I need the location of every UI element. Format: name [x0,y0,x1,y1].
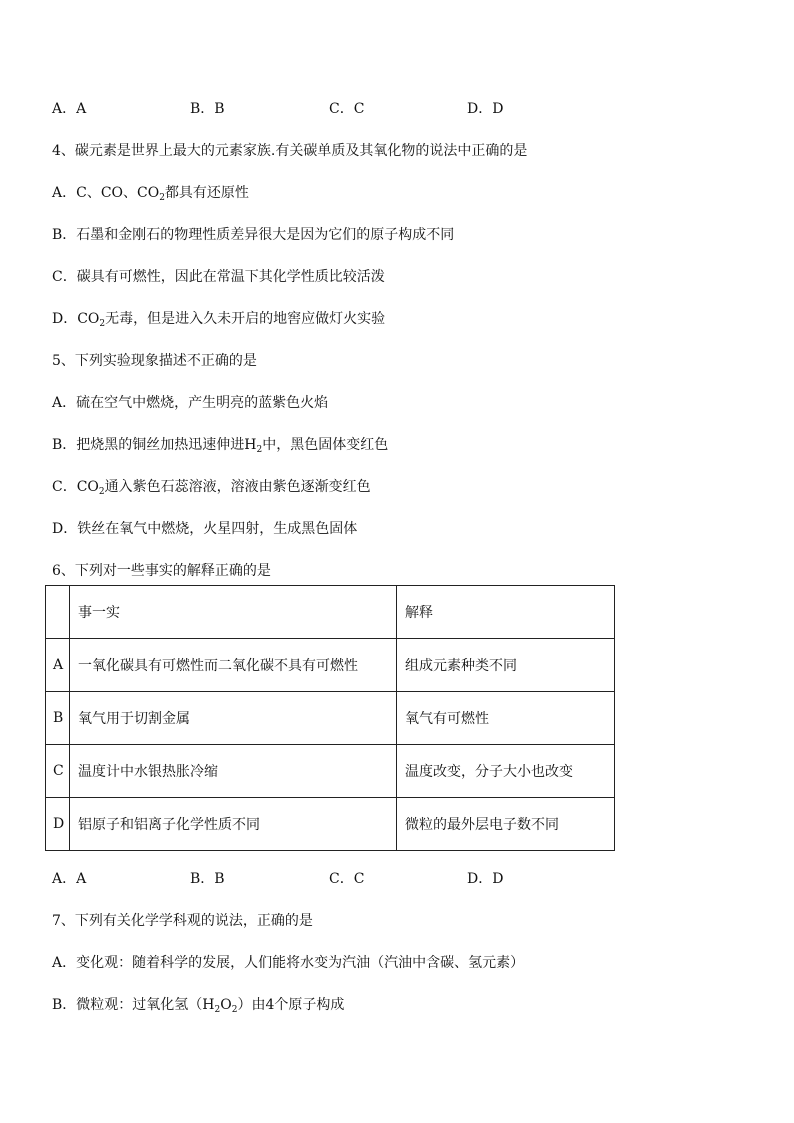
q4-option-c[interactable]: C．碳具有可燃性，因此在常温下其化学性质比较活泼 [52,269,385,285]
subscript: 2 [214,1005,221,1015]
q6-option-a[interactable]: A．A [52,871,87,887]
row-explanation: 氧气有可燃性 [397,692,615,745]
q3-option-a[interactable]: A．A [52,101,87,117]
q5-option-c[interactable] [52,477,371,497]
q5-option-a[interactable]: A．硫在空气中燃烧，产生明亮的蓝紫色火焰 [52,395,329,411]
table-row [46,745,615,798]
row-label: B [46,692,70,745]
q4-option-d-tail: 无毒，但是进入久未开启的地窖应做灯火实验 [105,311,386,327]
table-row [46,639,615,692]
q4-option-a-tail: 都具有还原性 [164,185,249,201]
subscript: 2 [98,487,105,497]
q7-stem: 7、下列有关化学学科观的说法，正确的是 [52,913,313,929]
q4-option-a[interactable] [52,183,249,203]
q4-option-b[interactable]: B．石墨和金刚石的物理性质差异很大是因为它们的原子构成不同 [52,227,455,243]
q5-option-b[interactable] [52,435,388,455]
q3-option-d[interactable]: D．D [467,101,504,117]
q5-stem: 5、下列实验现象描述不正确的是 [52,353,257,369]
q6-stem: 6、下列对一些事实的解释正确的是 [52,563,271,579]
q3-option-c[interactable]: C．C [329,101,365,117]
q5-option-d[interactable]: D．铁丝在氧气中燃烧，火星四射，生成黑色固体 [52,521,358,537]
subscript: 2 [99,319,106,329]
table-header-explanation: 解释 [397,586,615,639]
row-label: D [46,798,70,851]
q3-option-b[interactable]: B．B [190,101,225,117]
q3-options [52,99,652,119]
table-header-fact: 事一实 [70,586,397,639]
q5-option-c-tail: 通入紫色石蕊溶液，溶液由紫色逐渐变红色 [104,479,371,495]
row-fact: 铝原子和铝离子化学性质不同 [70,798,397,851]
subscript: 2 [256,445,263,455]
q7-option-b-mid: O [220,997,232,1013]
q5-option-b-tail: 中，黑色固体变红色 [262,437,389,453]
row-fact: 温度计中水银热胀冷缩 [70,745,397,798]
q6-option-b[interactable]: B．B [190,871,225,887]
row-label: C [46,745,70,798]
table-row [46,692,615,745]
subscript: 2 [231,1005,238,1015]
row-label: A [46,639,70,692]
facts-table [45,585,615,851]
q4-option-a-text: A．C、CO、CO [52,185,160,201]
table-header-cell [46,586,70,639]
q5-option-c-text: C．CO [52,479,99,495]
q6-option-d[interactable]: D．D [467,871,504,887]
row-explanation: 微粒的最外层电子数不同 [397,798,615,851]
table-row [46,798,615,851]
table-header-row [46,586,615,639]
row-fact: 氧气用于切割金属 [70,692,397,745]
row-explanation: 温度改变，分子大小也改变 [397,745,615,798]
q5-option-b-text: B．把烧黑的铜丝加热迅速伸进H [52,437,257,453]
subscript: 2 [159,193,165,203]
q4-option-d[interactable] [52,309,385,329]
q7-option-a[interactable]: A．变化观：随着科学的发展，人们能将水变为汽油（汽油中含碳、氢元素） [52,955,525,971]
row-explanation: 组成元素种类不同 [397,639,615,692]
q7-option-b-text: B．微粒观：过氧化氢（H [52,997,215,1013]
q6-option-c[interactable]: C．C [329,871,365,887]
row-fact: 一氧化碳具有可燃性而二氧化碳不具有可燃性 [70,639,397,692]
q7-option-b[interactable] [52,995,344,1015]
q4-option-d-text: D．CO [52,311,100,327]
q4-stem: 4、碳元素是世界上最大的元素家族.有关碳单质及其氧化物的说法中正确的是 [52,143,528,159]
q7-option-b-tail: ）由4个原子构成 [237,997,345,1013]
q6-options [52,869,652,889]
